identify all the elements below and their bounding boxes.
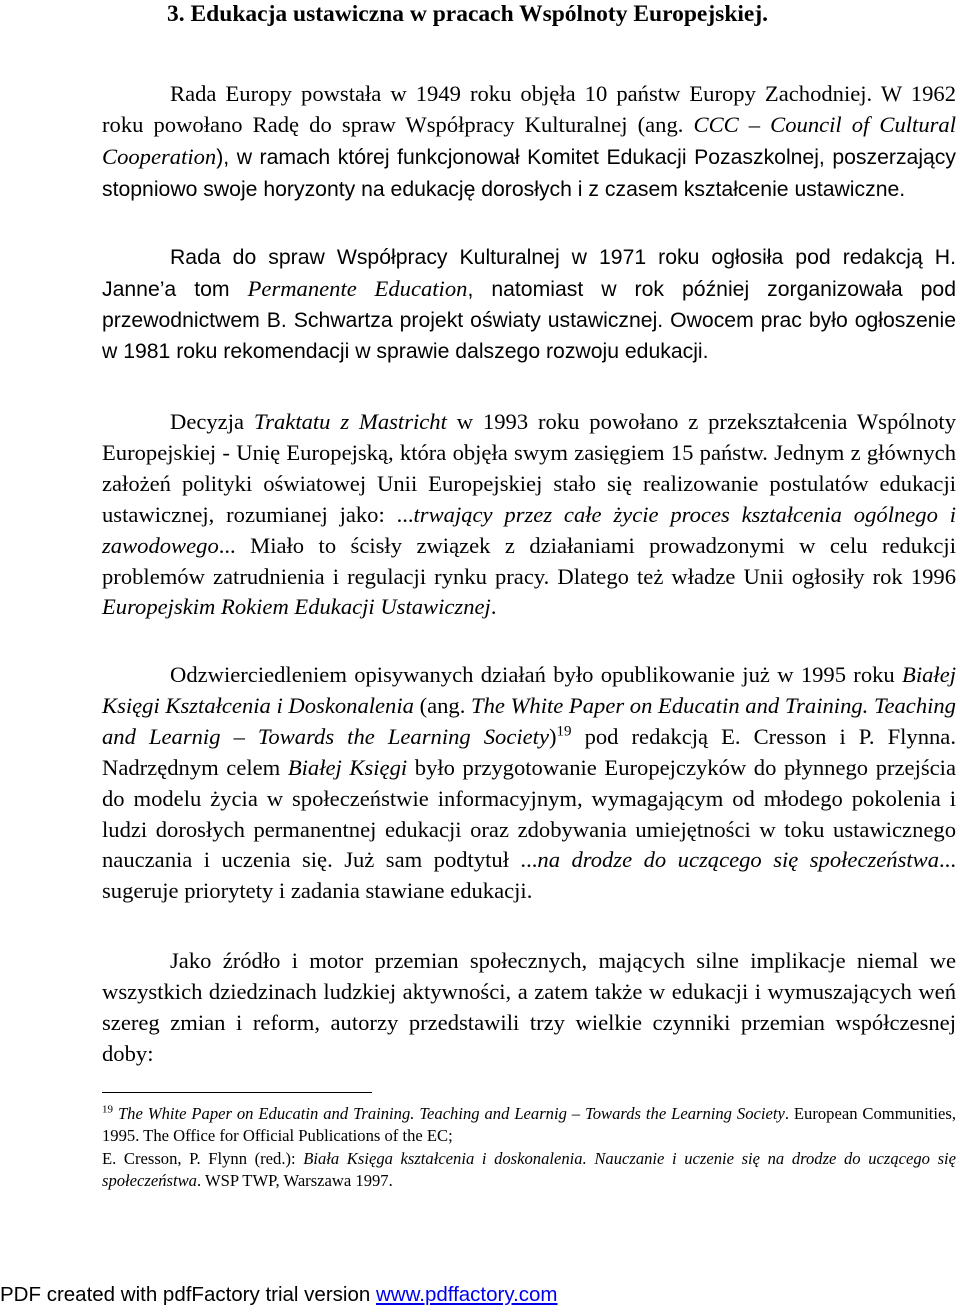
section-heading: 3. Edukacja ustawiczna w pracach Wspólnoty Europejskiej. [167,1,769,27]
paragraph-1 [102,79,956,206]
footnote-2-italic: Biała Księga kształcenia i doskonalenia. Nauczanie i uczenie się na drodze do uczącego się społeczeństwa [102,1149,956,1191]
footnote-2 [102,1148,956,1193]
p4-italic-book-short: Białej Księgi [287,754,408,780]
p4-text-j: ... sugeruje priorytety i zadania stawiane edukacji. [102,847,956,904]
footnote-2-text-c: . WSP TWP, Warszawa 1997. [196,1171,393,1191]
pdf-footer-text: PDF created with pdfFactory trial version [0,1283,371,1306]
footnote-2-text-a: E. Cresson, P. Flynn (red.): [102,1149,296,1168]
p4-text-e: ) [548,723,557,749]
p4-text-a: Odzwierciedleniem opisywanych działań było opublikowanie już w 1995 roku [170,662,895,687]
pdffactory-link[interactable]: www.pdffactory.com [375,1283,558,1306]
p1-italic-ccc: CCC – Council of Cultural Cooperation [102,111,957,169]
paragraph-5: Jako źródło i motor przemian społecznych, mających silne implikacje niemal we wszystkich dziedzinach ludzkiej aktywności, a zatem także w edukacji i wymuszających weń szereg zmian i reform, autorzy przedstawili trzy wielkie czynniki przemian współczesnej doby: [102,948,956,1066]
p3-text-e: ... Miało to ścisły związek z działaniami prowadzonymi w celu redukcji problemów zatrudnienia i regulacji rynku pracy. Dlatego też władze Unii ogłosiły rok 1996 [102,532,956,589]
p4-text-h: było przygotowanie Europejczyków do płynnego przejścia do modelu życia w społeczeństwie informacyjnym, wymagającym od młodego pokolenia i ludzi dorosłych permanentnej edukacji oraz zdobywania umiejętności w toku ustawicznego nauczania i uczenia się. Już sam podtytuł ... [102,754,956,873]
footnote-1-italic: The White Paper on Educatin and Training. Teaching and Learnig – Towards the Learning Society [117,1104,785,1123]
footnote-1 [102,1103,956,1148]
p1-text-a: Rada Europy powstała w 1949 roku objęła 10 państw Europy Zachodniej. W 1962 roku powołano Radę do spraw Współpracy Kulturalnej (ang. [102,81,956,137]
p3-text-c: w 1993 roku powołano z przekształcenia Wspólnoty Europejskiej - Unię Europejską, która objęła swym zasięgiem 15 państw. Jednym z głównych założeń polityki oświatowej Unii Europejskiej stało się realizowanie postulatów edukacji ustawicznej, rozumianej jako: ... [102,409,956,527]
footnote-reference: 19 [556,723,572,740]
p4-text-f: pod redakcją E. Cresson i P. Flynna. Nadrzędnym celem [102,723,956,780]
p3-italic-year: Europejskim Rokiem Edukacji Ustawicznej [102,594,491,620]
p4-italic-book: Białej Księgi Kształcenia i Doskonalenia [102,662,957,718]
p2-text-a: Rada do spraw Współpracy Kulturalnej w 1971 roku ogłosiła pod redakcją H. Janne’a tom [102,246,956,301]
p4-text-c: (ang. [419,692,466,718]
paragraph-4 [102,660,956,907]
paragraph-3 [102,407,956,623]
p3-italic-treaty: Traktatu z Mastricht [253,409,447,434]
p4-italic-english-title: The White Paper on Educatin and Training. Teaching and Learnig – Towards the Learning Society [102,692,956,749]
p1-text-c: ), w ramach której funkcjonował Komitet Edukacji Pozaszkolnej, poszerzający stopniowo swoje horyzonty na edukację dorosłych i z czasem kształcenie ustawiczne. [102,145,956,201]
footnote-1-text: . European Communities, 1995. The Office for Official Publications of the EC; [102,1104,956,1146]
paragraph-2 [102,243,956,368]
p3-italic-quote: trwający przez całe życie proces kształcenia ogólnego i zawodowego [102,501,956,558]
footnote-separator [102,1092,372,1093]
p2-text-c: , natomiast w rok później zorganizowała pod przewodnictwem B. Schwartza projekt oświaty ustawicznej. Owocem prac było ogłoszenie w 1981 roku rekomendacji w sprawie dalszego rozwoju edukacji. [102,277,957,363]
p2-italic-title: Permanente Education [247,275,468,301]
p3-text-a: Decyzja [170,409,245,434]
pdf-creator-footer [0,1283,558,1307]
p4-italic-subtitle: na drodze do uczącego się społeczeństwa [537,847,940,873]
p3-text-g: . [490,594,497,620]
footnote-number: 19 [102,1103,113,1116]
